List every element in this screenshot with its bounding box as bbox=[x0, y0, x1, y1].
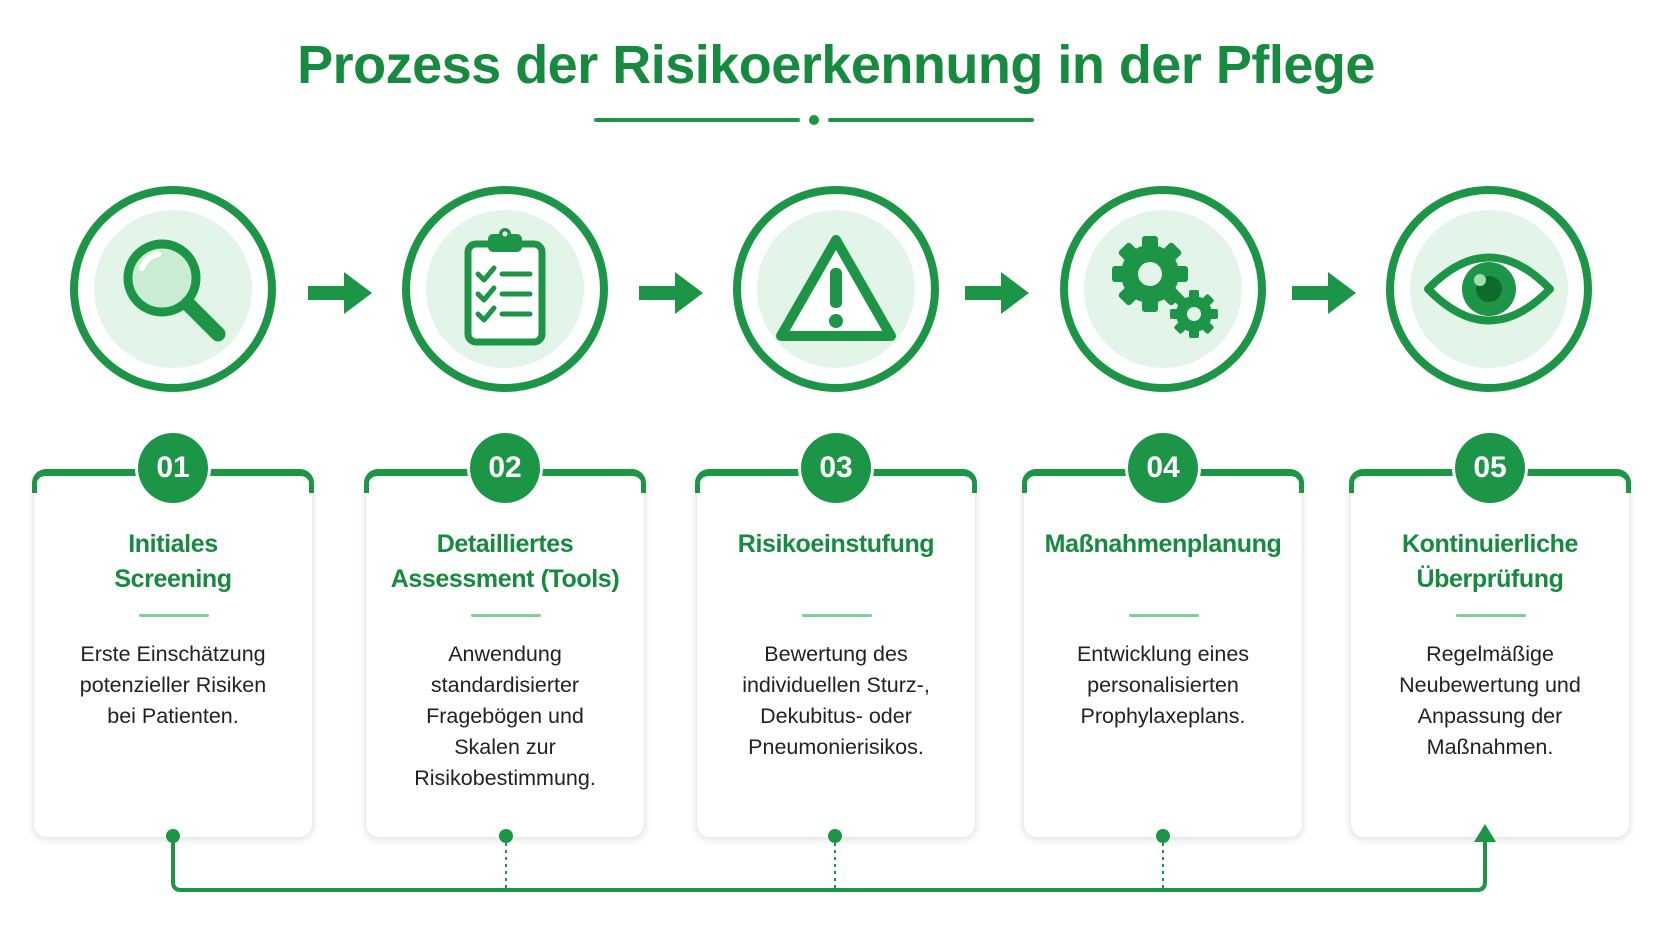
arrow-right-icon bbox=[637, 268, 707, 318]
step-card-1 bbox=[33, 470, 313, 838]
step-number-badge: 04 bbox=[1128, 433, 1198, 503]
step-5-icon-circle bbox=[1386, 186, 1592, 392]
step-number-badge: 02 bbox=[470, 433, 540, 503]
step-number-badge: 01 bbox=[138, 433, 208, 503]
title-underline bbox=[594, 109, 1034, 131]
warning-triangle-icon bbox=[769, 222, 903, 356]
step-1-icon-circle bbox=[70, 186, 276, 392]
step-title: Initiales Screening bbox=[114, 530, 232, 593]
step-number-badge: 03 bbox=[801, 433, 871, 503]
step-title: Detailliertes Assessment (Tools) bbox=[390, 530, 620, 593]
divider bbox=[471, 614, 541, 617]
step-4-icon-circle bbox=[1060, 186, 1266, 392]
step-card-2 bbox=[365, 470, 645, 838]
arrow-right-icon bbox=[306, 268, 376, 318]
step-card-5 bbox=[1350, 470, 1630, 838]
arrow-right-icon bbox=[963, 268, 1033, 318]
feedback-loop-connector bbox=[0, 820, 1672, 900]
step-title: Risikoeinstufung bbox=[737, 530, 935, 558]
step-description: Anwendung standardisierter Fragebögen und Skalen zur Risikobestimmung. bbox=[414, 642, 596, 790]
divider bbox=[1456, 614, 1526, 617]
divider bbox=[802, 614, 872, 617]
step-title: Kontinuierliche Überprüfung bbox=[1402, 530, 1578, 593]
step-3-icon-circle bbox=[733, 186, 939, 392]
gears-icon bbox=[1096, 222, 1230, 356]
step-title: Maßnahmenplanung bbox=[1044, 530, 1282, 558]
step-description: Entwicklung eines personalisierten Prophylaxeplans. bbox=[1076, 642, 1250, 728]
step-number-badge: 05 bbox=[1455, 433, 1525, 503]
arrow-right-icon bbox=[1290, 268, 1360, 318]
magnifier-icon bbox=[106, 222, 240, 356]
step-description: Regelmäßige Neubewertung und Anpassung der Maßnahmen. bbox=[1399, 642, 1581, 759]
divider bbox=[139, 614, 209, 617]
step-description: Erste Einschätzung potenzieller Risiken bei Patienten. bbox=[79, 642, 267, 728]
eye-icon bbox=[1422, 222, 1556, 356]
page-title: Prozess der Risikoerkennung in der Pflege bbox=[297, 35, 1375, 95]
step-card-4 bbox=[1023, 470, 1303, 838]
step-card-3 bbox=[696, 470, 976, 838]
step-description: Bewertung des individuellen Sturz-, Dekubitus- oder Pneumonierisikos. bbox=[742, 642, 930, 759]
step-2-icon-circle bbox=[402, 186, 608, 392]
clipboard-checklist-icon bbox=[438, 222, 572, 356]
divider bbox=[1129, 614, 1199, 617]
